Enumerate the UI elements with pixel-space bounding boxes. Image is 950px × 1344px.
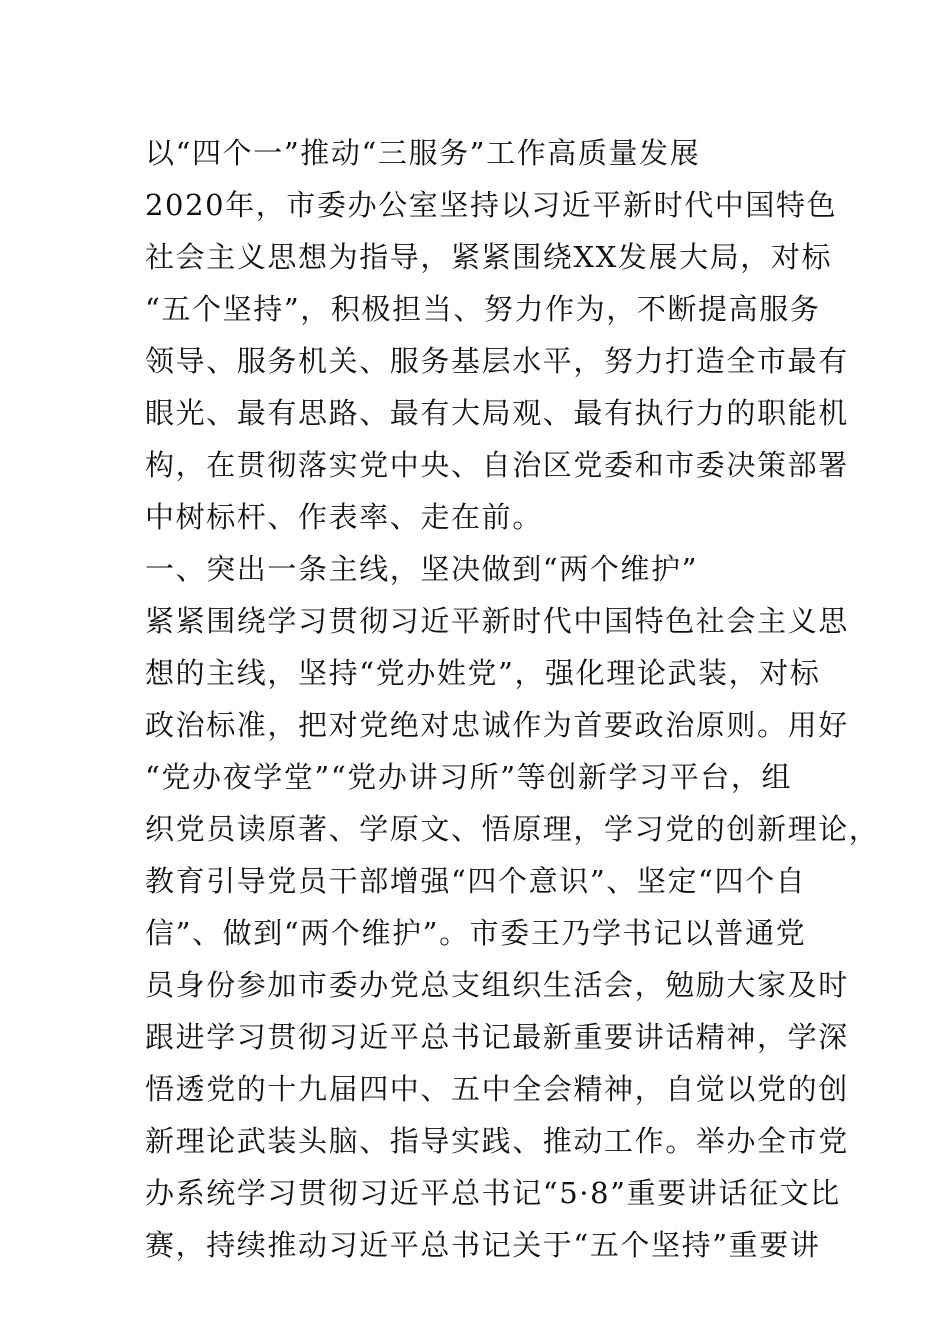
text-line: 悟透党的十九届四中、五中全会精神，自觉以党的创: [145, 1072, 849, 1106]
text-line: 政治标准，把对党绝对忠诚作为首要政治原则。用好: [145, 708, 849, 742]
text-line: 新理论武装头脑、指导实践、推动工作。举办全市党: [145, 1124, 849, 1158]
text-line: 眼光、最有思路、最有大局观、最有执行力的职能机: [145, 396, 849, 430]
text-line: 信”、做到“两个维护”。市委王乃学书记以普通党: [145, 916, 807, 950]
text-line: “五个坚持”，积极担当、努力作为，不断提高服务: [145, 292, 821, 326]
text-line: 教育引导党员干部增强“四个意识”、坚定“四个自: [145, 864, 807, 898]
document-body: [145, 127, 880, 1271]
text-line: 领导、服务机关、服务基层水平，努力打造全市最有: [145, 344, 849, 378]
paragraph-section-1: [145, 595, 880, 1271]
document-title: 以“四个一”推动“三服务”工作高质量发展: [145, 136, 701, 170]
text-line: 社会主义思想为指导，紧紧围绕XX发展大局，对标: [145, 240, 833, 274]
text-line: 员身份参加市委办党总支组织生活会，勉励大家及时: [145, 968, 849, 1002]
text-line: 跟进学习贯彻习近平总书记最新重要讲话精神，学深: [145, 1020, 849, 1054]
section-heading: 一、突出一条主线，坚决做到“两个维护”: [145, 552, 699, 586]
text-line: 2020年，市委办公室坚持以习近平新时代中国特色: [145, 188, 838, 222]
text-line: 织党员读原著、学原文、悟原理，学习党的创新理论，: [145, 812, 880, 846]
text-line: “党办夜学堂”“党办讲习所”等创新学习平台，组: [145, 760, 793, 794]
text-line: 想的主线，坚持“党办姓党”，强化理论武装，对标: [145, 656, 821, 690]
paragraph-intro: [145, 179, 849, 543]
text-line: 赛，持续推动习近平总书记关于“五个坚持”重要讲: [145, 1228, 821, 1262]
text-line: 办系统学习贯彻习近平总书记“5·8”重要讲话征文比: [145, 1176, 841, 1210]
text-line: 构，在贯彻落实党中央、自治区党委和市委决策部署: [145, 448, 849, 482]
text-line: 紧紧围绕学习贯彻习近平新时代中国特色社会主义思: [145, 604, 849, 638]
text-line: 中树标杆、作表率、走在前。: [145, 500, 543, 534]
